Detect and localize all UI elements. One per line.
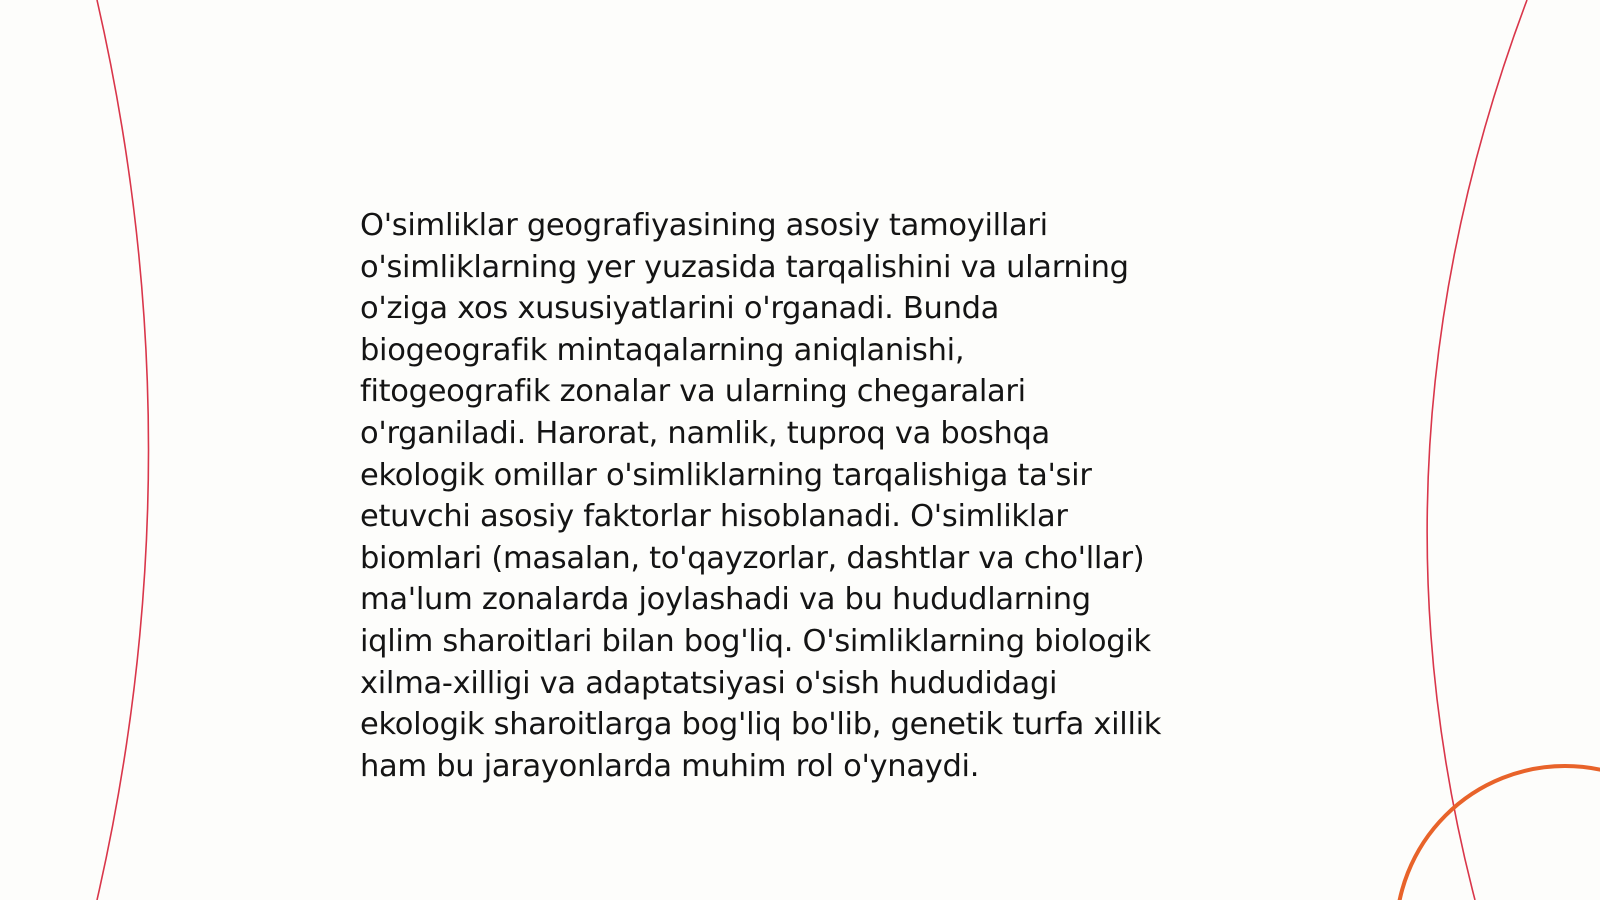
paragraph-line: xilma-xilligi va adaptatsiyasi o'sish hududidagi — [360, 665, 1058, 701]
paragraph-line: etuvchi asosiy faktorlar hisoblanadi. O'simliklar — [360, 499, 1068, 535]
paragraph-line: ekologik sharoitlarga bog'liq bo'lib, genetik turfa xillik — [360, 707, 1162, 743]
paragraph-line: ekologik omillar o'simliklarning tarqalishiga ta'sir — [360, 457, 1092, 493]
orange-arc-decoration — [1396, 766, 1600, 900]
paragraph-line: ham bu jarayonlarda muhim rol o'ynaydi. — [360, 748, 980, 784]
left-curve-decoration — [97, 0, 149, 900]
paragraph-line: fitogeografik zonalar va ularning chegaralari — [360, 374, 1026, 410]
paragraph-line: o'simliklarning yer yuzasida tarqalishini va ularning — [360, 249, 1129, 285]
right-curve-decoration — [1427, 0, 1527, 900]
paragraph-line: biogeografik mintaqalarning aniqlanishi, — [360, 332, 965, 368]
paragraph-line: iqlim sharoitlari bilan bog'liq. O'simliklarning biologik — [360, 623, 1151, 659]
paragraph-line: biomlari (masalan, to'qayzorlar, dashtlar va cho'llar) — [360, 540, 1145, 576]
paragraph-line: o'rganiladi. Harorat, namlik, tuproq va boshqa — [360, 415, 1050, 451]
paragraph-line: o'ziga xos xususiyatlarini o'rganadi. Bunda — [360, 291, 1000, 327]
body-paragraph — [360, 205, 1240, 787]
paragraph-line: O'simliklar geografiyasining asosiy tamoyillari — [360, 208, 1048, 243]
paragraph-line: ma'lum zonalarda joylashadi va bu hududlarning — [360, 582, 1091, 618]
